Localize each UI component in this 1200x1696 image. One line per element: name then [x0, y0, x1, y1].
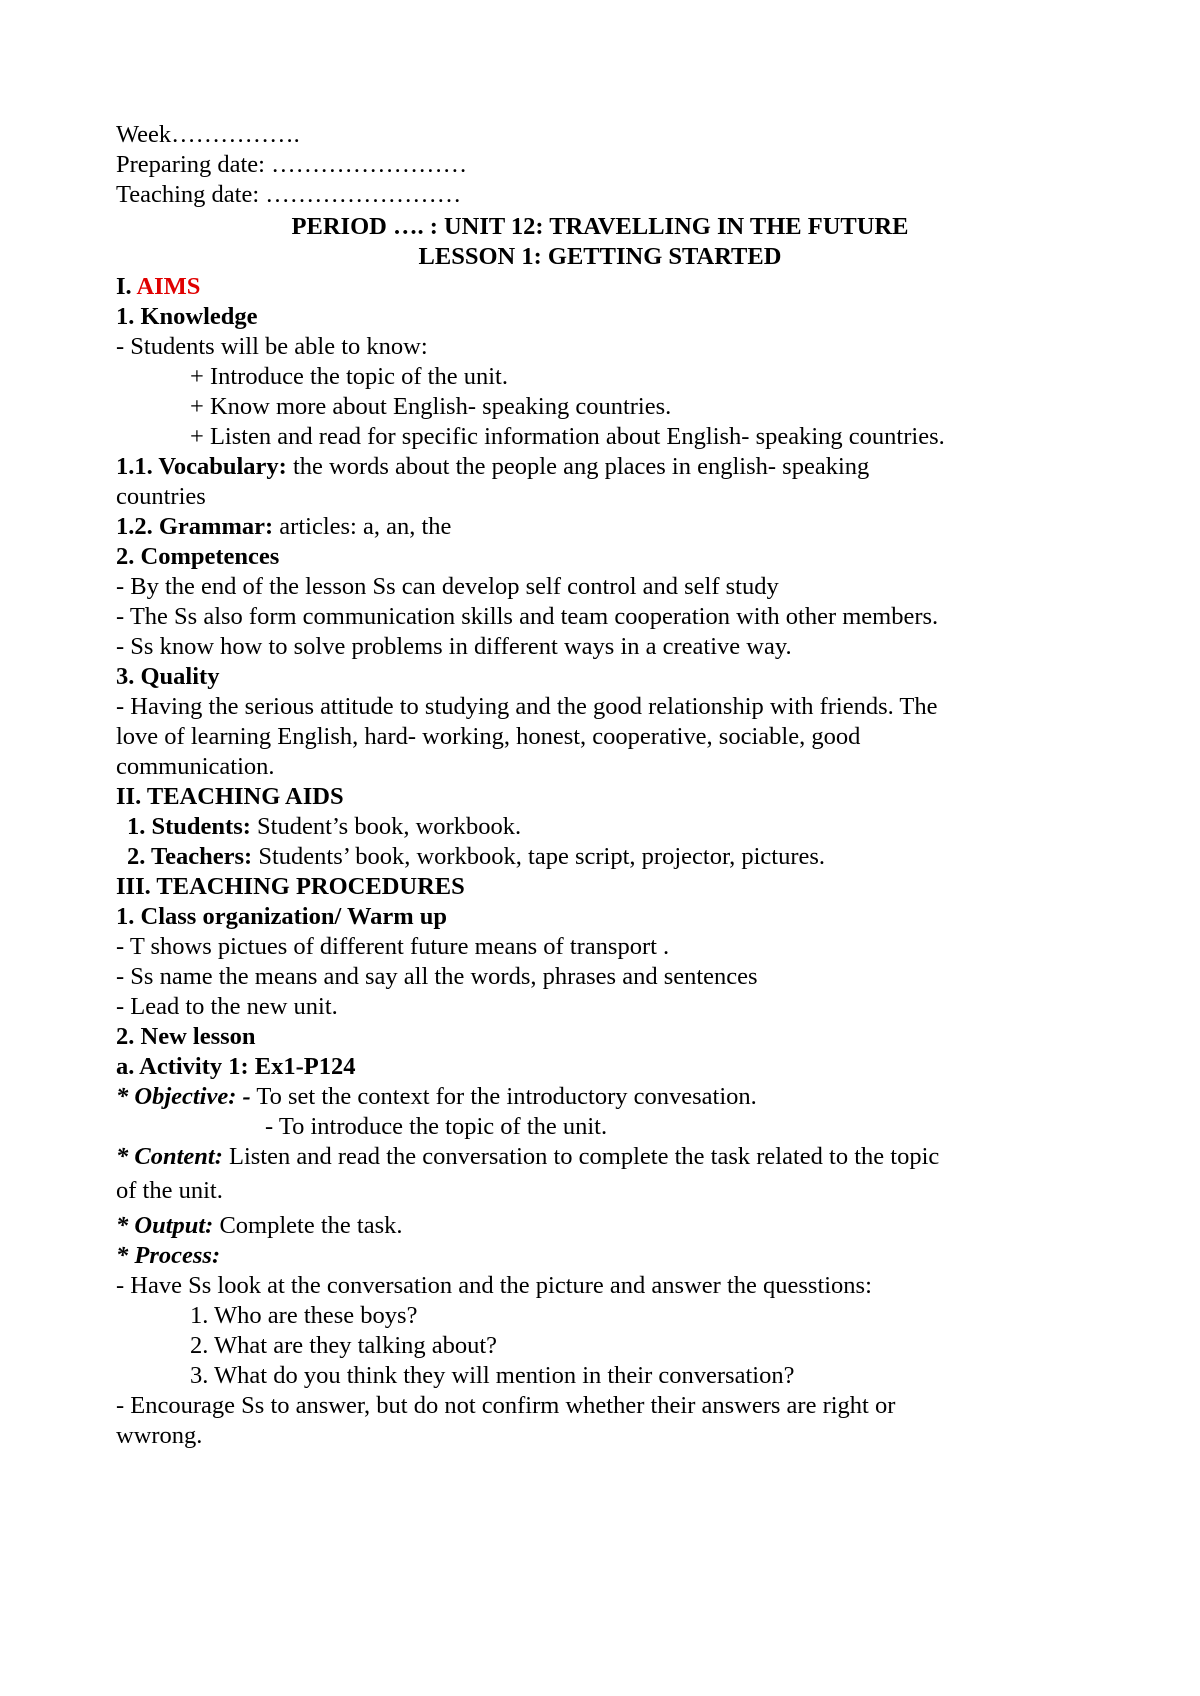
aims-number: I.: [116, 273, 137, 300]
warmup-item: - Lead to the new unit.: [116, 993, 338, 1020]
competences-heading: 2. Competences: [116, 543, 280, 570]
objective-line-2: - To introduce the topic of the unit.: [265, 1113, 608, 1140]
output-label: * Output:: [116, 1212, 214, 1239]
grammar-line: [116, 512, 451, 542]
teaching-aids-heading: II. TEACHING AIDS: [116, 783, 344, 810]
activity-heading: a. Activity 1: Ex1-P124: [116, 1053, 356, 1080]
teachers-aids-label: 2. Teachers:: [127, 843, 253, 870]
quality-line: communication.: [116, 753, 275, 780]
knowledge-heading: 1. Knowledge: [116, 303, 258, 330]
students-aids-label: 1. Students:: [127, 813, 251, 840]
aims-title: AIMS: [136, 273, 201, 300]
content-text: Listen and read the conversation to complete the task related to the topic: [222, 1143, 940, 1170]
period-title: PERIOD …. : UNIT 12: TRAVELLING IN THE FUTURE: [291, 213, 909, 240]
competence-item: - By the end of the lesson Ss can develop self control and self study: [116, 573, 779, 600]
warmup-heading: 1. Class organization/ Warm up: [116, 903, 448, 930]
content-line: [116, 1142, 939, 1172]
lesson-title: LESSON 1: GETTING STARTED: [418, 243, 782, 270]
students-aids-text: Student’s book, workbook.: [250, 813, 522, 840]
encourage-continuation: wwrong.: [116, 1422, 203, 1449]
knowledge-item: + Listen and read for specific information about English- speaking countries.: [190, 423, 945, 450]
quality-line: love of learning English, hard- working, honest, cooperative, sociable, good: [116, 723, 861, 750]
competence-item: - Ss know how to solve problems in different ways in a creative way.: [116, 633, 792, 660]
vocabulary-continuation: countries: [116, 483, 206, 510]
quality-line: - Having the serious attitude to studying and the good relationship with friends. The: [116, 693, 938, 720]
aims-heading: [116, 272, 200, 302]
output-line: [116, 1211, 403, 1241]
grammar-text: articles: a, an, the: [273, 513, 452, 540]
students-aids-line: [127, 812, 521, 842]
vocabulary-label: 1.1. Vocabulary:: [116, 453, 287, 480]
new-lesson-heading: 2. New lesson: [116, 1023, 256, 1050]
objective-text: To set the context for the introductory convesation.: [250, 1083, 757, 1110]
warmup-item: - T shows pictues of different future means of transport .: [116, 933, 670, 960]
output-text: Complete the task.: [213, 1212, 403, 1239]
process-intro: - Have Ss look at the conversation and the picture and answer the quesstions:: [116, 1272, 872, 1299]
procedures-heading: III. TEACHING PROCEDURES: [116, 873, 465, 900]
quality-heading: 3. Quality: [116, 663, 220, 690]
competence-item: - The Ss also form communication skills and team cooperation with other members.: [116, 603, 939, 630]
process-label: * Process:: [116, 1242, 221, 1269]
content-label: * Content:: [116, 1143, 223, 1170]
question-item: 2. What are they talking about?: [190, 1332, 498, 1359]
teaching-date-line: Teaching date: ……………………: [116, 181, 462, 208]
teachers-aids-line: [127, 842, 825, 872]
week-line: Week…………….: [116, 121, 300, 148]
objective-line: [116, 1082, 757, 1112]
content-continuation: of the unit.: [116, 1177, 223, 1204]
knowledge-item: + Introduce the topic of the unit.: [190, 363, 508, 390]
warmup-item: - Ss name the means and say all the words, phrases and sentences: [116, 963, 758, 990]
teachers-aids-text: Students’ book, workbook, tape script, projector, pictures.: [252, 843, 826, 870]
question-item: 1. Who are these boys?: [190, 1302, 418, 1329]
vocabulary-line: [116, 452, 869, 482]
objective-label: * Objective: -: [116, 1083, 251, 1110]
vocabulary-text: the words about the people ang places in english- speaking: [286, 453, 870, 480]
question-item: 3. What do you think they will mention in their conversation?: [190, 1362, 795, 1389]
knowledge-intro: - Students will be able to know:: [116, 333, 428, 360]
grammar-label: 1.2. Grammar:: [116, 513, 274, 540]
preparing-date-line: Preparing date: ……………………: [116, 151, 468, 178]
knowledge-item: + Know more about English- speaking countries.: [190, 393, 672, 420]
encourage-line: - Encourage Ss to answer, but do not confirm whether their answers are right or: [116, 1392, 896, 1419]
